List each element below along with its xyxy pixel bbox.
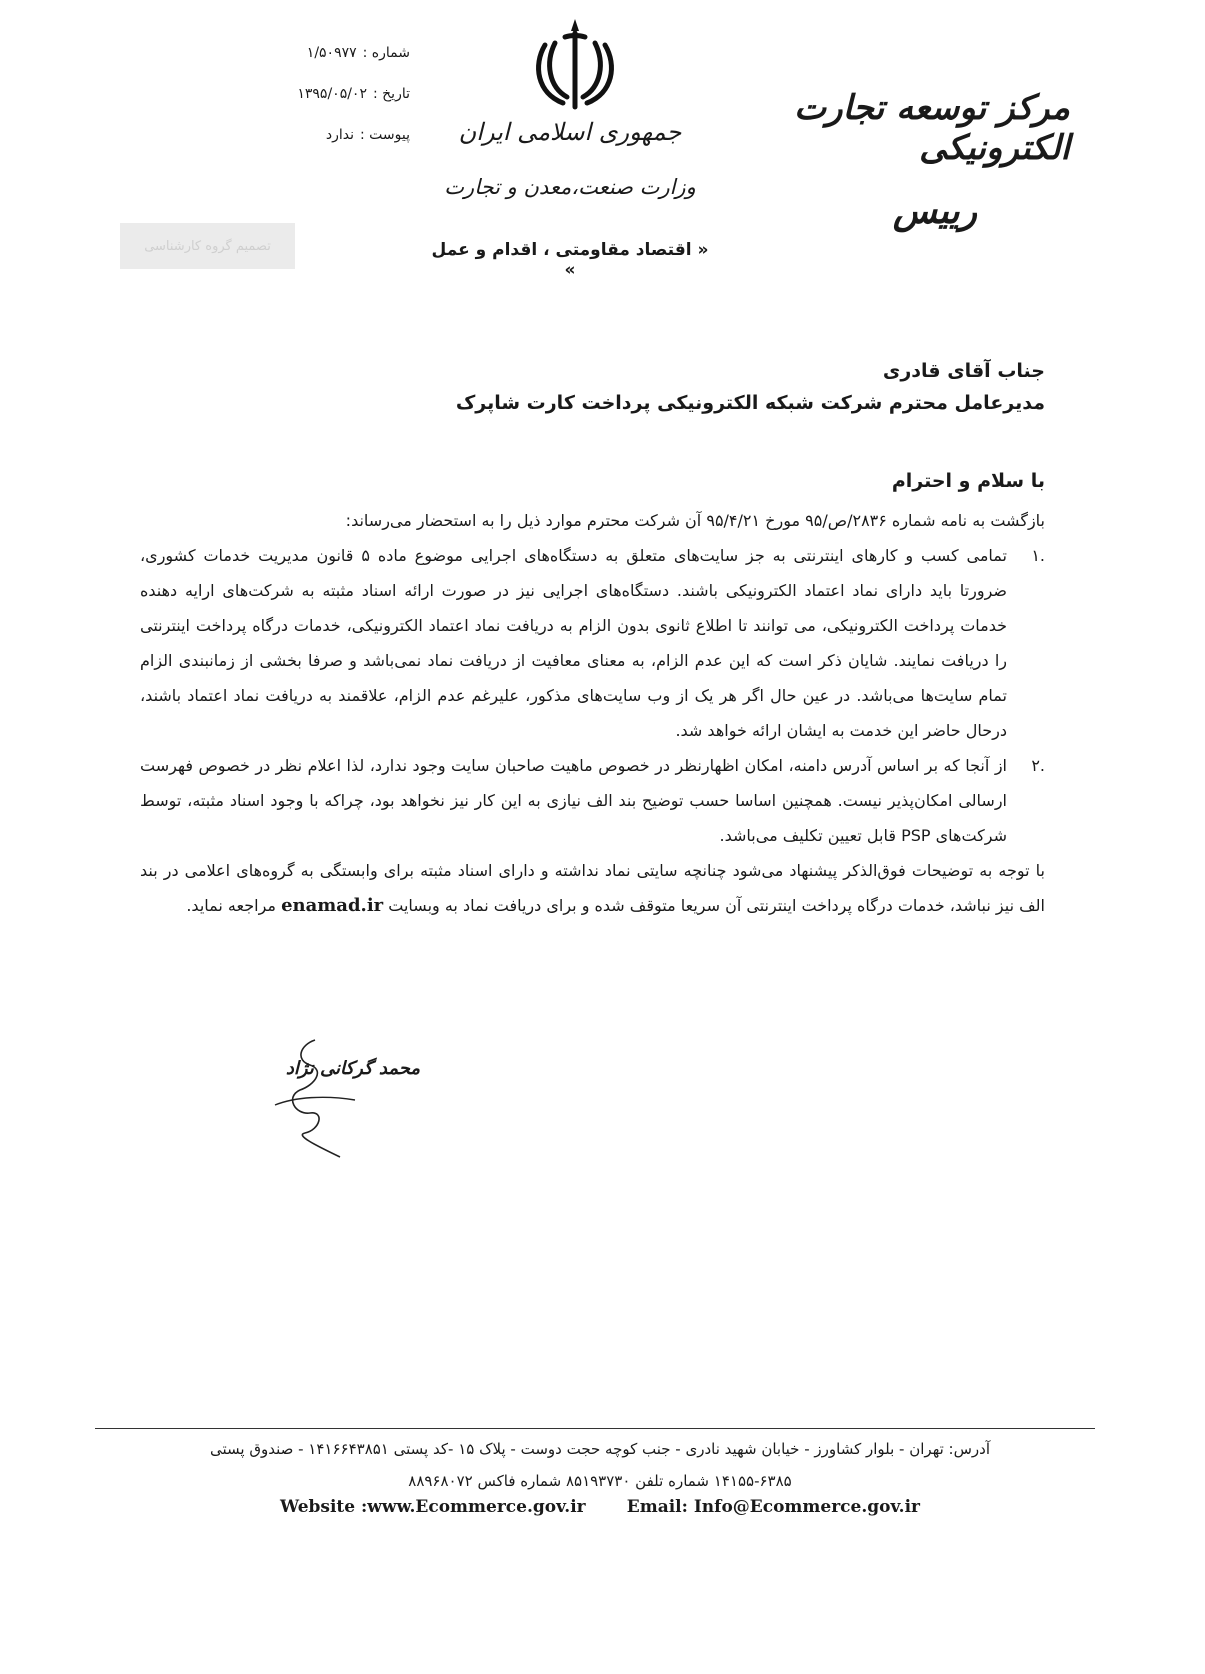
letter-body [140, 503, 1045, 923]
closing-text: با توجه به توضیحات فوق‌الذکر پیشنهاد می‌شود چنانچه سایتی نماد نداشته و دارای اسناد مثبته برای وابستگی به گروه‌های اعلامی در بند الف نیز نباشد، خدمات درگاه پرداخت اینترنتی آن سریعا متوقف شده و برای دریافت نماد به وبسایت [140, 861, 1045, 915]
meta-date [250, 87, 410, 101]
footer-divider [95, 1428, 1095, 1429]
closing-end: مراجعه نماید. [186, 896, 276, 915]
signatory-name: محمد گرکانی نژاد [285, 1058, 420, 1079]
recipient-name: جناب آقای قادری [882, 360, 1045, 382]
meta-attachment-value: ندارد [325, 127, 354, 143]
meta-number-value: ۱/۵۰۹۷۷ [306, 45, 357, 61]
faded-stamp-text: تصمیم گروه کارشناسی [144, 238, 271, 254]
recipient-title: مدیرعامل محترم شرکت شبکه الکترونیکی پرداخت کارت شاپرک [455, 392, 1045, 414]
body-intro: بازگشت به نامه شماره ۲۸۳۶/ص/۹۵ مورخ ۹۵/۴/۲۱ آن شرکت محترم موارد ذیل را به استحضار می‌رساند: [345, 511, 1045, 530]
footer-address-line2: ۱۴۱۵۵-۶۳۸۵ شماره تلفن ۸۵۱۹۳۷۳۰ شماره فاکس ۸۸۹۶۸۰۷۲ [408, 1472, 792, 1490]
faded-stamp [120, 223, 295, 269]
body-closing [140, 853, 1045, 923]
footer-email-link[interactable]: Email: Info@Ecommerce.gov.ir [626, 1497, 920, 1517]
list-item-text: تمامی کسب و کارهای اینترنتی به جز سایت‌های متعلق به دستگاه‌های اجرایی موضوع ماده ۵ قانون مدیریت خدمات کشوری، ضرورتا باید دارای نماد اعتماد الکترونیکی باشند. دستگاه‌های اجرایی نیز در صورت ارائه اسناد مثبته به شرکت‌های ارایه دهنده خدمات پرداخت الکترونیکی، می توانند تا اطلاع ثانوی بدون الزام به دریافت نماد اعتماد الکترونیکی، خدمات درگاه پرداخت اینترنتی را دریافت نمایند. شایان ذکر است که این عدم الزام، به معنای معافیت از دریافت نماد نمی‌باشد و صرفا بخشی از زمانبندی الزام تمام سایت‌ها می‌باشد. در عین حال اگر هر یک از وب سایت‌های مذکور، علیرغم عدم الزام، علاقمند به دریافت نماد اعتماد باشند، درحال حاضر این خدمت به ایشان ارائه خواهد شد. [140, 546, 1007, 740]
footer-website-link[interactable]: Website :www.Ecommerce.gov.ir [280, 1497, 586, 1517]
list-item [140, 538, 1045, 748]
footer-address [160, 1433, 1040, 1497]
list-item-number: .۱ [1031, 546, 1045, 565]
org-name: مرکز توسعه تجارت الکترونیکی [794, 88, 1070, 168]
signature-scribble [255, 1035, 395, 1160]
list-item [140, 748, 1045, 853]
ministry-name: وزارت صنعت،معدن و تجارت [444, 175, 696, 199]
body-list [140, 538, 1045, 853]
org-sub: رییس [892, 190, 978, 232]
list-item-text: از آنجا که بر اساس آدرس دامنه، امکان اظهارنظر در خصوص ماهیت صاحبان سایت وجود ندارد، لذا اعلام نظر در خصوص فهرست ارسالی امکان‌پذیر نیست. همچنین اساسا حسب توضیح بند الف نیازی به این کار نیز نخواهد بود، چراکه با وجود اسناد مثبته، توسط شرکت‌های PSP قابل تعیین تکلیف می‌باشد. [140, 756, 1007, 845]
meta-date-label: تاریخ : [372, 86, 410, 102]
iran-emblem-icon [525, 15, 625, 115]
footer-links [280, 1497, 920, 1517]
list-item-number: .۲ [1031, 756, 1045, 775]
meta-number-label: شماره : [362, 45, 410, 61]
greeting: با سلام و احترام [891, 470, 1045, 492]
closing-site: enamad.ir [281, 895, 384, 916]
meta-date-value: ۱۳۹۵/۰۵/۰۲ [297, 86, 367, 102]
slogan: « اقتصاد مقاومتی ، اقدام و عمل » [431, 240, 709, 280]
footer-address-line1: آدرس: تهران - بلوار کشاورز - خیابان شهید نادری - جنب کوچه حجت دوست - پلاک ۱۵ -کد پستی ۱۴۱۶۶۴۳۸۵۱ - صندوق پستی [209, 1440, 991, 1458]
meta-number [250, 46, 410, 60]
country-name: جمهوری اسلامی ایران [458, 118, 682, 146]
meta-attachment-label: پیوست : [360, 127, 410, 143]
recipient-block [400, 355, 1045, 419]
meta-attachment [250, 128, 410, 142]
letter-meta [250, 46, 410, 169]
